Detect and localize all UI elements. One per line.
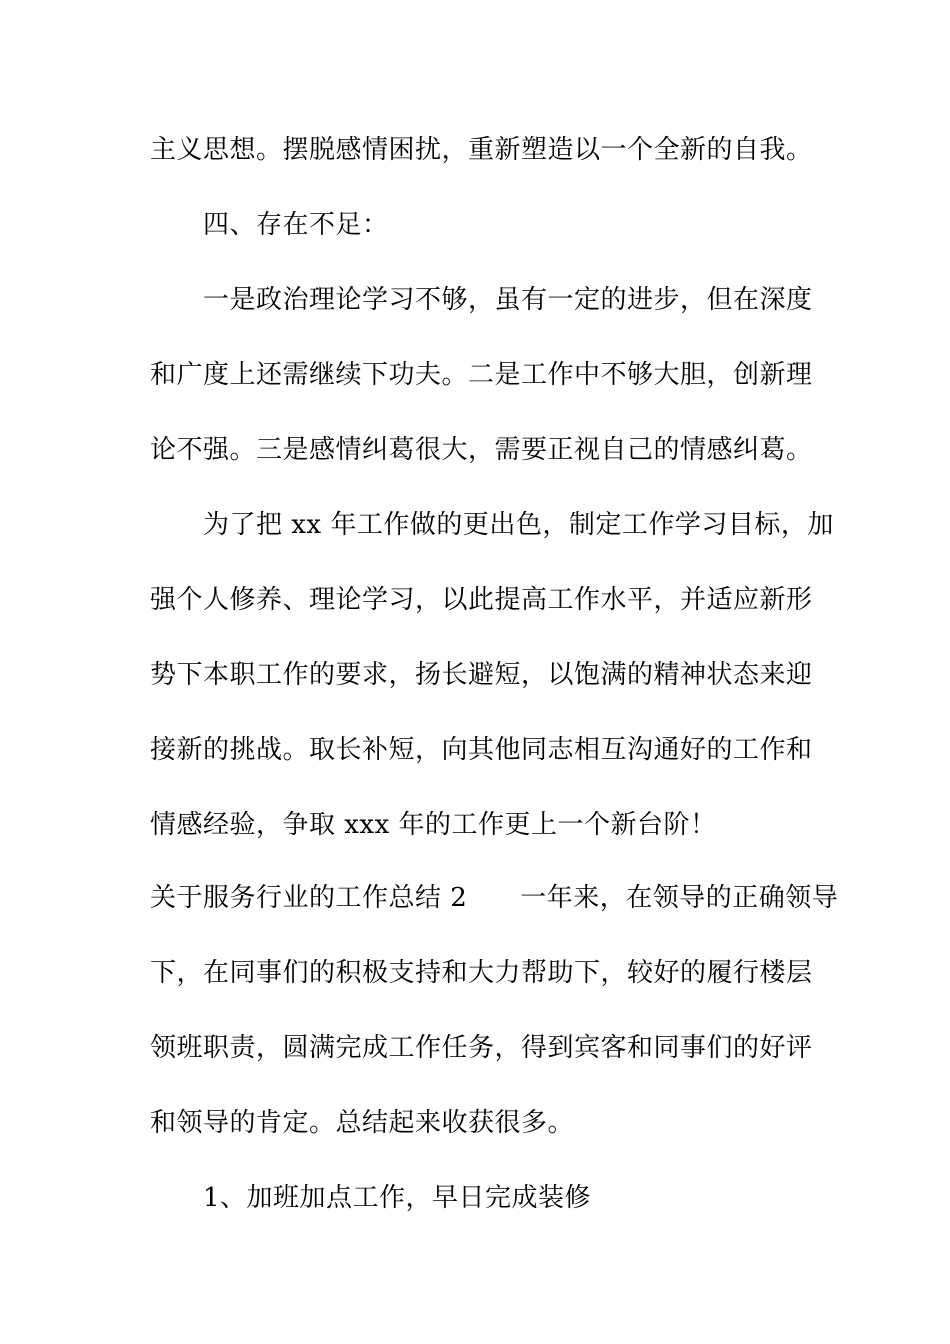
text-line: 和领导的肯定。总结起来收获很多。 <box>150 1108 575 1138</box>
text-line: 为了把 xx 年工作做的更出色，制定工作学习目标，加 <box>203 510 834 540</box>
text-line: 接新的挑战。取长补短，向其他同志相互沟通好的工作和 <box>150 735 813 765</box>
text-line: 领班职责，圆满完成工作任务，得到宾客和同事们的好评 <box>150 1033 813 1063</box>
text-line: 情感经验，争取 xxx 年的工作更上一个新台阶！ <box>150 810 717 840</box>
list-item: 1、加班加点工作，早日完成装修 <box>203 1183 592 1213</box>
text-line: 强个人修养、理论学习，以此提高工作水平，并适应新形 <box>150 585 813 615</box>
title-line: 关于服务行业的工作总结 2 一年来，在领导的正确领导 <box>150 883 839 913</box>
text-line: 下，在同事们的积极支持和大力帮助下，较好的履行楼层 <box>150 958 813 988</box>
text-line: 论不强。三是感情纠葛很大，需要正视自己的情感纠葛。 <box>150 435 813 465</box>
text-line: 主义思想。摆脱感情困扰，重新塑造以一个全新的自我。 <box>150 135 813 165</box>
text-line: 一是政治理论学习不够，虽有一定的进步，但在深度 <box>203 285 813 315</box>
section-heading: 四、存在不足： <box>203 210 389 240</box>
text-line: 势下本职工作的要求，扬长避短，以饱满的精神状态来迎 <box>150 660 813 690</box>
text-line: 和广度上还需继续下功夫。二是工作中不够大胆，创新理 <box>150 360 813 390</box>
